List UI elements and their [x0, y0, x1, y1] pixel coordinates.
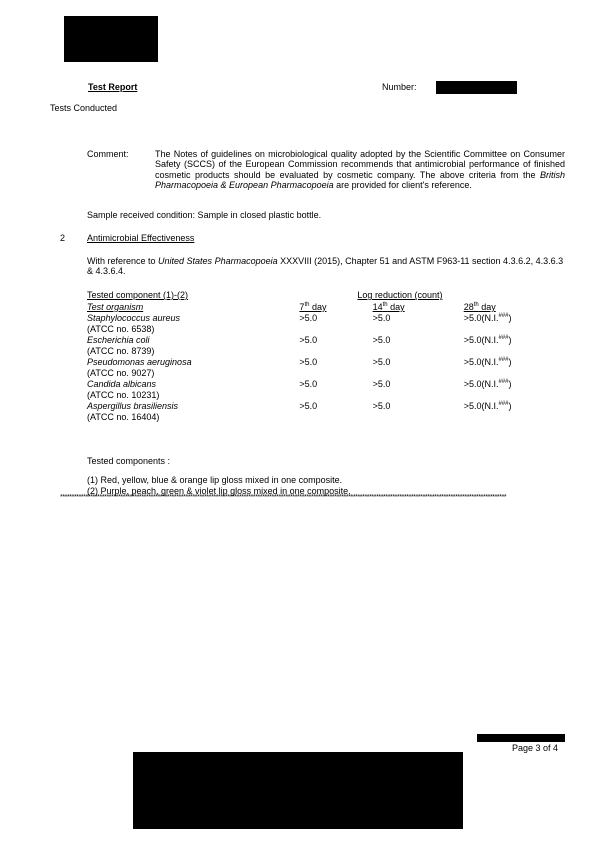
- section-number: 2: [60, 233, 66, 243]
- day-28-value-text: >5.0(N.I.: [463, 357, 499, 367]
- organism-header: Test organism: [87, 302, 144, 312]
- day-14-header: [373, 301, 448, 313]
- reference-text: [87, 256, 565, 277]
- day-28-value: [448, 335, 565, 357]
- redacted-footer-block: [133, 752, 463, 829]
- day-28-value: [448, 357, 565, 379]
- day-28-value-sup: ###: [498, 401, 509, 407]
- organism-name: Aspergillus brasiliensis: [87, 401, 179, 411]
- redacted-footer-mark: [477, 734, 565, 742]
- tested-component-header: Tested component (1)-(2): [87, 290, 189, 300]
- section-heading: Tests Conducted: [50, 103, 118, 113]
- atcc-number: (ATCC no. 8739): [87, 346, 155, 356]
- day-28-value-text: >5.0(N.I.: [463, 335, 499, 345]
- tested-components-heading: Tested components :: [87, 456, 171, 466]
- organism-name: Candida albicans: [87, 379, 157, 389]
- day-28-value-close: ): [508, 357, 512, 367]
- tested-component-2: (2) Purple, peach, green & violet lip gloss mixed in one composite.: [87, 486, 351, 496]
- comment-text-b: are provided for client's reference.: [333, 180, 472, 191]
- day-28-value-sup: ###: [498, 357, 509, 363]
- table-row: [87, 335, 565, 357]
- redacted-report-number: [436, 81, 517, 94]
- day-7-value: >5.0: [299, 335, 318, 345]
- tested-component-1: (1) Red, yellow, blue & orange lip gloss mixed in one composite.: [87, 475, 343, 485]
- day-14-unit: day: [387, 302, 405, 312]
- day-28-value: [448, 401, 565, 423]
- table-row: [87, 357, 565, 379]
- reference-text-italic: United States Pharmacopoeia: [158, 256, 278, 266]
- redacted-logo: [64, 16, 158, 62]
- day-14-value: >5.0: [372, 335, 391, 345]
- day-28-unit: day: [478, 302, 496, 312]
- day-28-header: [448, 301, 565, 313]
- comment-text-a: The Notes of guidelines on microbiological quality adopted by the Scientific Committee on Consumer Safety (SCCS) of the European Commission recommends that antimicrobial performance of finished cosmetic products should be evaluated by cosmetic company. The above criteria from the: [155, 149, 565, 180]
- day-28-value-text: >5.0(N.I.: [463, 379, 499, 389]
- comment-label: Comment:: [87, 149, 129, 159]
- sample-condition: Sample received condition: Sample in closed plastic bottle.: [87, 210, 322, 220]
- day-7-value: >5.0: [299, 313, 318, 323]
- section-title: Antimicrobial Effectiveness: [87, 233, 195, 243]
- atcc-number: (ATCC no. 16404): [87, 412, 160, 422]
- day-28-value: [448, 379, 565, 401]
- day-28-value-sup: ###: [498, 335, 509, 341]
- day-28-value-sup: ###: [498, 379, 509, 385]
- comment-text: [155, 149, 565, 190]
- day-7-value: >5.0: [299, 379, 318, 389]
- atcc-number: (ATCC no. 10231): [87, 390, 160, 400]
- report-title: Test Report: [88, 82, 138, 92]
- results-table: [87, 290, 565, 423]
- table-row: [87, 401, 565, 423]
- organism-name: Pseudomonas aeruginosa: [87, 357, 192, 367]
- table-row: [87, 379, 565, 401]
- day-14-suffix: th: [382, 302, 388, 308]
- day-7-unit: day: [309, 302, 327, 312]
- report-number-label: Number:: [382, 82, 417, 92]
- end-separator: ************************************************************************************************************************************************************************************************: [60, 494, 507, 501]
- day-14-value: >5.0: [372, 379, 391, 389]
- day-14-num: 14: [372, 302, 383, 312]
- atcc-number: (ATCC no. 9027): [87, 368, 155, 378]
- day-7-value: >5.0: [299, 357, 318, 367]
- day-28-value-text: >5.0(N.I.: [463, 401, 499, 411]
- table-header-row-2: [87, 301, 565, 313]
- reference-text-a: With reference to: [87, 256, 159, 266]
- organism-name: Staphylococcus aureus: [87, 313, 181, 323]
- day-14-value: >5.0: [372, 357, 391, 367]
- log-reduction-header: [299, 290, 565, 301]
- day-28-num: 28: [463, 302, 474, 312]
- comment-text-italic: British Pharmacopoeia & European Pharmacopoeia: [155, 169, 565, 191]
- day-28-value-sup: ###: [498, 313, 509, 319]
- atcc-number: (ATCC no. 6538): [87, 324, 155, 334]
- reference-text-b: XXXVIII (2015), Chapter 51 and ASTM F963-11 section 4.3.6.2, 4.3.6.3 & 4.3.6.4.: [87, 256, 564, 277]
- table-row: [87, 313, 565, 335]
- day-7-header: [299, 301, 372, 313]
- day-28-value-close: ): [508, 401, 512, 411]
- day-28-value: [448, 313, 565, 335]
- organism-name: Escherichia coli: [87, 335, 150, 345]
- table-header-row-1: [87, 290, 565, 301]
- day-28-value-close: ): [508, 313, 512, 323]
- day-28-value-close: ): [508, 335, 512, 345]
- log-reduction-header-text: Log reduction (count): [357, 290, 443, 300]
- day-28-suffix: th: [473, 302, 479, 308]
- day-28-value-text: >5.0(N.I.: [463, 313, 499, 323]
- day-14-value: >5.0: [372, 313, 391, 323]
- day-28-value-close: ): [508, 379, 512, 389]
- day-7-suffix: th: [304, 302, 310, 308]
- day-7-value: >5.0: [299, 401, 318, 411]
- day-7-num: 7: [299, 302, 305, 312]
- page-number: Page 3 of 4: [512, 743, 559, 753]
- day-14-value: >5.0: [372, 401, 391, 411]
